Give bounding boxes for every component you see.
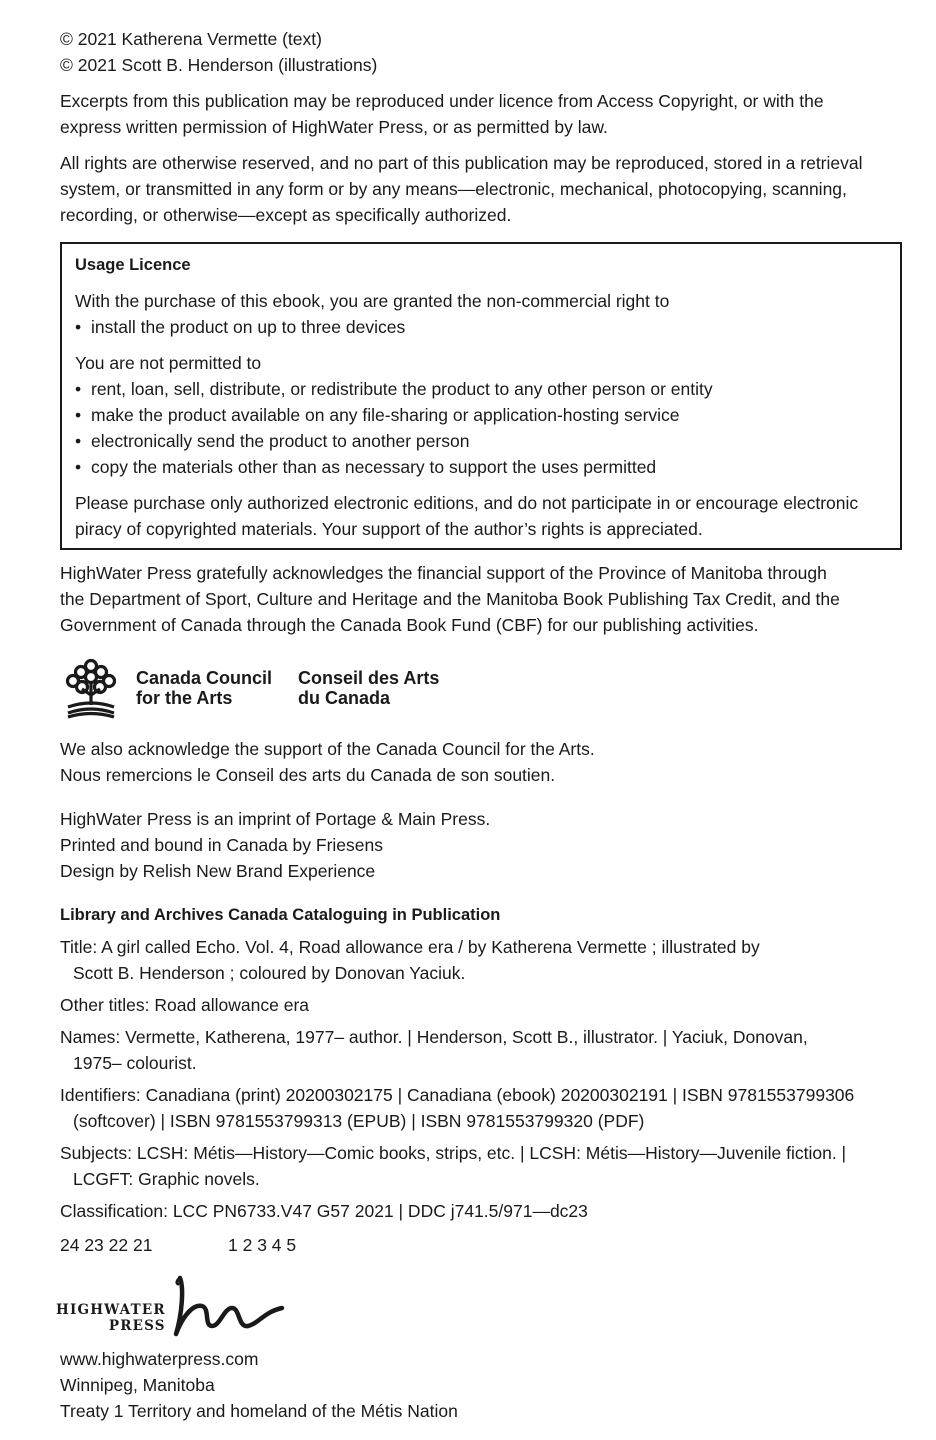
catalogue-line: 1975– colourist.: [73, 1053, 197, 1073]
catalogue-line: Identifiers: Canadiana (print) 20200302175 | Canadiana (ebook) 20200302191 | ISBN 9781553799306: [60, 1085, 855, 1105]
list-item: [75, 376, 886, 402]
granted-intro: With the purchase of this ebook, you are granted the non-commercial right to: [75, 291, 670, 311]
canada-council-tree-icon: [60, 657, 122, 719]
list-item: [75, 428, 886, 454]
copyright-page: [56, 26, 900, 1424]
canada-council-en: [136, 668, 298, 708]
excerpts-line: Excerpts from this publication may be reproduced under licence from Access Copyright, or with the: [60, 91, 824, 111]
support-line: Government of Canada through the Canada Book Fund (CBF) for our publishing activities.: [60, 615, 759, 635]
rights-line: system, or transmitted in any form or by any means—electronic, mechanical, photocopying, scanning,: [60, 179, 847, 199]
canada-council-en-line: for the Arts: [136, 688, 233, 708]
excerpts-line: express written permission of HighWater Press, or as permitted by law.: [60, 117, 608, 137]
list-item: [75, 314, 886, 340]
list-item-text: rent, loan, sell, distribute, or redistribute the product to any other person or entity: [91, 379, 713, 399]
catalogue-entry-subjects: [60, 1140, 900, 1192]
copyright-illustrations-line: © 2021 Scott B. Henderson (illustrations): [60, 55, 378, 75]
catalogue-entry-title: [60, 934, 900, 986]
list-item: [75, 402, 886, 428]
canada-council-fr: [298, 668, 439, 708]
print-years: 24 23 22 21: [60, 1235, 153, 1255]
website-url: www.highwaterpress.com: [60, 1349, 259, 1369]
bullet-icon: •: [75, 317, 82, 337]
bullet-icon: •: [75, 379, 82, 399]
territory-line: Treaty 1 Territory and homeland of the Métis Nation: [60, 1401, 458, 1421]
imprint-block: [60, 806, 900, 884]
catalogue-line: Title: A girl called Echo. Vol. 4, Road allowance era / by Katherena Vermette ; illustrated by: [60, 937, 760, 957]
rights-paragraph: [60, 150, 900, 228]
not-permitted-block: [75, 350, 886, 480]
catalogue-entry-identifiers: [60, 1082, 900, 1134]
council-acknowledgement: [60, 736, 900, 788]
imprint-line: HighWater Press is an imprint of Portage & Main Press.: [60, 809, 491, 829]
printing-line: [60, 1232, 900, 1258]
canada-council-en-line: Canada Council: [136, 668, 273, 688]
catalogue-entry-other-titles: [60, 992, 900, 1018]
highwater-press-logo: [56, 1274, 900, 1338]
imprint-line: Design by Relish New Brand Experience: [60, 861, 376, 881]
print-numbers: 1 2 3 4 5: [228, 1235, 297, 1255]
support-paragraph: [60, 560, 900, 638]
catalogue-line: Other titles: Road allowance era: [60, 995, 310, 1015]
logo-line: PRESS: [108, 1318, 166, 1334]
closing-line: piracy of copyrighted materials. Your support of the author’s rights is appreciated.: [75, 519, 703, 539]
catalogue-line: Names: Vermette, Katherena, 1977– author. | Henderson, Scott B., illustrator. | Yaciuk, Donovan,: [60, 1027, 808, 1047]
location-line: Winnipeg, Manitoba: [60, 1375, 215, 1395]
list-item-text: make the product available on any file-sharing or application-hosting service: [91, 405, 680, 425]
catalogue-line: Subjects: LCSH: Métis—History—Comic books, strips, etc. | LCSH: Métis—History—Juvenile fiction. |: [60, 1143, 847, 1163]
rights-line: recording, or otherwise—except as specifically authorized.: [60, 205, 512, 225]
logo-line: HIGHWATER: [56, 1302, 166, 1318]
copyright-block: [60, 26, 900, 78]
catalogue-entry-classification: [60, 1198, 900, 1224]
catalogue-line: LCGFT: Graphic novels.: [73, 1169, 260, 1189]
licence-closing: [75, 490, 886, 542]
rights-line: All rights are otherwise reserved, and no part of this publication may be reproduced, stored in a retrieval: [60, 153, 863, 173]
catalogue-line: Classification: LCC PN6733.V47 G57 2021 | DDC j741.5/971—dc23: [60, 1201, 588, 1221]
highwater-swash-icon: [168, 1274, 286, 1338]
support-line: HighWater Press gratefully acknowledges the financial support of the Province of Manitoba through: [60, 563, 827, 583]
not-permitted-intro: You are not permitted to: [75, 353, 262, 373]
contact-block: [60, 1346, 900, 1424]
bullet-icon: •: [75, 431, 82, 451]
canada-council-fr-line: Conseil des Arts: [298, 668, 440, 688]
council-ack-line: We also acknowledge the support of the Canada Council for the Arts.: [60, 739, 595, 759]
list-item-text: copy the materials other than as necessary to support the uses permitted: [91, 457, 657, 477]
canada-council-logo: [60, 656, 900, 720]
highwater-press-wordmark: [56, 1302, 166, 1334]
canada-council-fr-line: du Canada: [298, 688, 391, 708]
imprint-line: Printed and bound in Canada by Friesens: [60, 835, 383, 855]
list-item-text: electronically send the product to another person: [91, 431, 470, 451]
excerpts-paragraph: [60, 88, 900, 140]
closing-line: Please purchase only authorized electronic editions, and do not participate in or encourage electronic: [75, 493, 859, 513]
granted-block: [75, 288, 886, 340]
list-item: [75, 454, 886, 480]
usage-licence-box: [60, 242, 902, 550]
bullet-icon: •: [75, 405, 82, 425]
catalogue-line: (softcover) | ISBN 9781553799313 (EPUB) | ISBN 9781553799320 (PDF): [73, 1111, 645, 1131]
cataloguing-title: Library and Archives Canada Cataloguing in Publication: [60, 906, 501, 924]
catalogue-entry-names: [60, 1024, 900, 1076]
bullet-icon: •: [75, 457, 82, 477]
usage-licence-title: Usage Licence: [75, 256, 191, 274]
copyright-text-line: © 2021 Katherena Vermette (text): [60, 29, 322, 49]
catalogue-line: Scott B. Henderson ; coloured by Donovan Yaciuk.: [73, 963, 466, 983]
council-ack-line: Nous remercions le Conseil des arts du Canada de son soutien.: [60, 765, 556, 785]
support-line: the Department of Sport, Culture and Heritage and the Manitoba Book Publishing Tax Credit, and the: [60, 589, 840, 609]
list-item-text: install the product on up to three devices: [91, 317, 406, 337]
